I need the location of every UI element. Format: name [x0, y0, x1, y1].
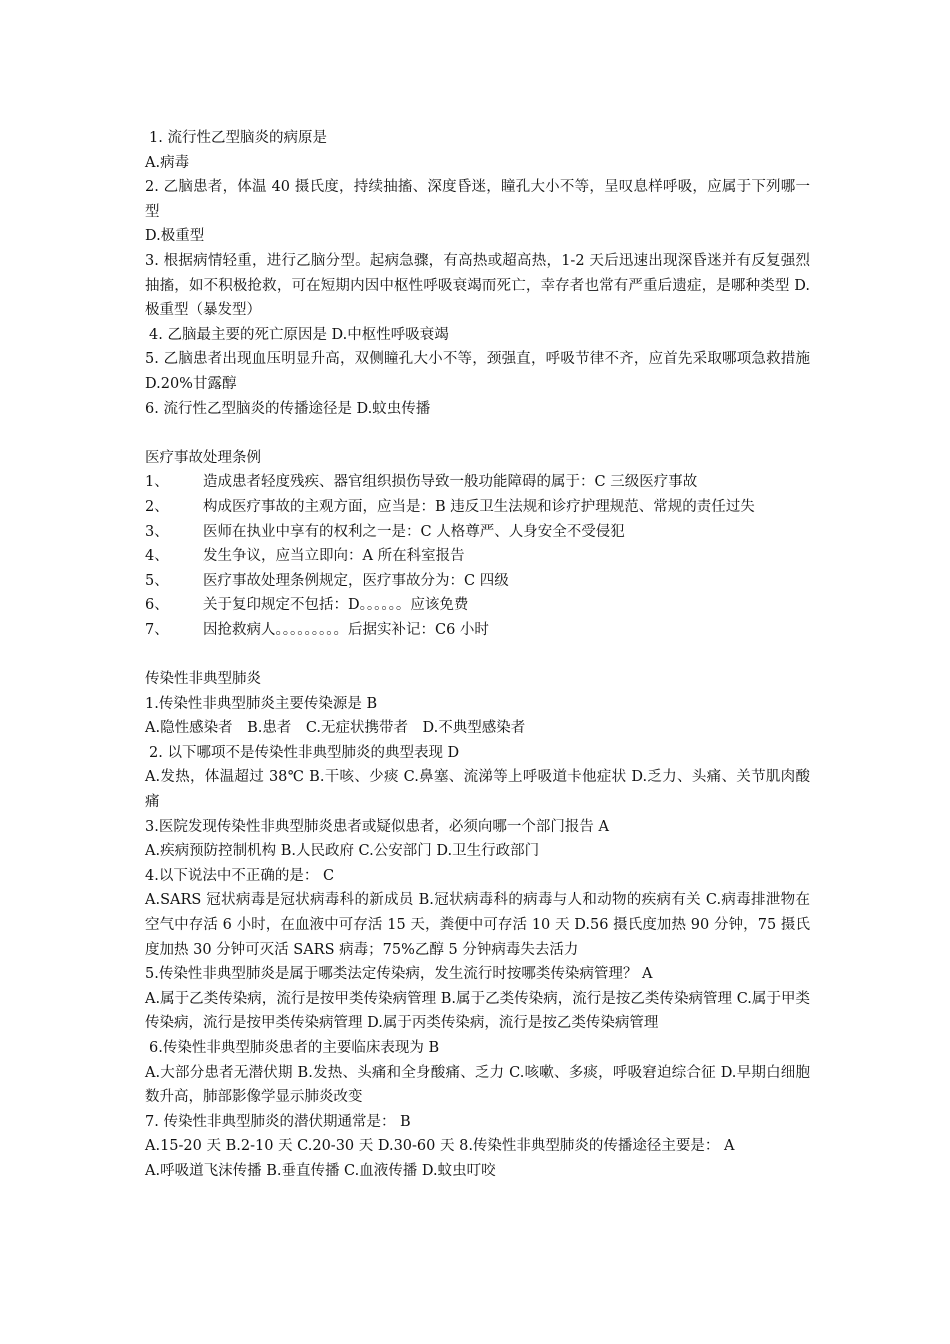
accident-item-number: 2、 [145, 498, 169, 515]
sars-section-title: 传染性非典型肺炎 [145, 671, 261, 688]
sars-question-2: 2. 以下哪项不是传染性非典型肺炎的典型表现 D [149, 744, 460, 761]
sars-question-4: 4.以下说法中不正确的是： C [145, 867, 335, 884]
accident-item-number: 4、 [145, 548, 169, 565]
accident-section-title: 医疗事故处理条例 [145, 449, 261, 466]
sars-question-5: 5.传染性非典型肺炎是属于哪类法定传染病，发生流行时按哪类传染病管理？ A [145, 966, 653, 983]
sars-options-4: A.SARS 冠状病毒是冠状病毒科的新成员 B.冠状病毒科的病毒与人和动物的疾病有关 C.病毒排泄物在空气中存活 6 小时，在血液中可存活 15 天，粪便中可存活 10 天 D.56 摄氏度加热 90 分钟，75 摄氏度加热 30 分钟可灭活 SARS 病毒；75%乙醇 5 分钟病毒失去活力 [145, 892, 810, 958]
accident-item-text: 关于复印规定不包括：D。。。。。。应该免费 [203, 597, 469, 614]
sars-options-5: A.属于乙类传染病，流行是按甲类传染病管理 B.属于乙类传染病，流行是按乙类传染病管理 C.属于甲类传染病，流行是按甲类传染病管理 D.属于丙类传染病，流行是按乙类传染病管理 [145, 990, 810, 1032]
accident-item-number: 6、 [145, 597, 169, 614]
sars-options-3: A.疾病预防控制机构 B.人民政府 C.公安部门 D.卫生行政部门 [145, 843, 540, 860]
sars-options-8: A.呼吸道飞沫传播 B.垂直传播 C.血液传播 D.蚊虫叮咬 [145, 1162, 496, 1179]
jbe-answer-1: A.病毒 [145, 154, 190, 171]
jbe-question-6: 6. 流行性乙型脑炎的传播途径是 D.蚊虫传播 [145, 400, 431, 417]
sars-question-7: 7. 传染性非典型肺炎的潜伏期通常是： B [145, 1113, 411, 1130]
sars-options-7: A.15-20 天 B.2-10 天 C.20-30 天 D.30-60 天 8.传染性非典型肺炎的传播途径主要是： A [145, 1138, 735, 1155]
jbe-question-2: 2. 乙脑患者，体温 40 摄氏度，持续抽搐、深度昏迷，瞳孔大小不等，呈叹息样呼吸，应属于下列哪一型 [145, 179, 810, 220]
document-body [145, 126, 810, 1184]
accident-item-text: 构成医疗事故的主观方面，应当是：B 违反卫生法规和诊疗护理规范、常规的责任过失 [203, 498, 755, 515]
jbe-question-3: 3. 根据病情轻重，进行乙脑分型。起病急骤，有高热或超高热，1-2 天后迅速出现深昏迷并有反复强烈抽搐，如不积极抢救，可在短期内因中枢性呼吸衰竭而死亡，幸存者也常有严重后遗症，是哪种类型 D.极重型（暴发型） [145, 252, 810, 319]
accident-item-number: 7、 [145, 621, 169, 638]
sars-options-6: A.大部分患者无潜伏期 B.发热、头痛和全身酸痛、乏力 C.咳嗽、多痰，呼吸窘迫综合征 D.早期白细胞数升高，肺部影像学显示肺炎改变 [145, 1064, 810, 1106]
accident-item-text: 医师在执业中享有的权利之一是：C 人格尊严、人身安全不受侵犯 [203, 523, 625, 540]
accident-item [145, 470, 810, 495]
accident-item [145, 593, 810, 618]
jbe-question-5: 5. 乙脑患者出现血压明显升高，双侧瞳孔大小不等，颈强直，呼吸节律不齐，应首先采取哪项急救措施 D.20%甘露醇 [145, 351, 810, 392]
accident-item-text: 因抢救病人。。。。。。。。。后据实补记：C6 小时 [203, 621, 489, 638]
accident-item-number: 3、 [145, 523, 169, 540]
spacer [145, 421, 810, 446]
accident-item-number: 5、 [145, 572, 169, 589]
accident-item-text: 造成患者轻度残疾、器官组织损伤导致一般功能障碍的属于：C 三级医疗事故 [203, 474, 698, 491]
jbe-question-4: 4. 乙脑最主要的死亡原因是 D.中枢性呼吸衰竭 [149, 326, 449, 343]
sars-question-3: 3.医院发现传染性非典型肺炎患者或疑似患者，必须向哪一个部门报告 A [145, 818, 609, 835]
accident-item [145, 544, 810, 569]
accident-item [145, 618, 810, 643]
accident-item-text: 医疗事故处理条例规定，医疗事故分为：C 四级 [203, 572, 509, 589]
accident-item [145, 520, 810, 545]
sars-options-1: A.隐性感染者 B.患者 C.无症状携带者 D.不典型感染者 [145, 720, 526, 737]
accident-item-text: 发生争议，应当立即向：A 所在科室报告 [203, 548, 465, 565]
accident-item-number: 1、 [145, 474, 169, 491]
jbe-answer-2: D.极重型 [145, 228, 205, 245]
sars-question-6: 6.传染性非典型肺炎患者的主要临床表现为 B [149, 1039, 440, 1056]
sars-options-2: A.发热，体温超过 38℃ B.干咳、少痰 C.鼻塞、流涕等上呼吸道卡他症状 D.乏力、头痛、关节肌肉酸痛 [145, 769, 810, 811]
jbe-question-1: 1. 流行性乙型脑炎的病原是 [149, 130, 327, 146]
accident-item [145, 569, 810, 594]
sars-question-1: 1.传染性非典型肺炎主要传染源是 B [145, 695, 378, 712]
accident-item [145, 495, 810, 520]
spacer [145, 642, 810, 667]
